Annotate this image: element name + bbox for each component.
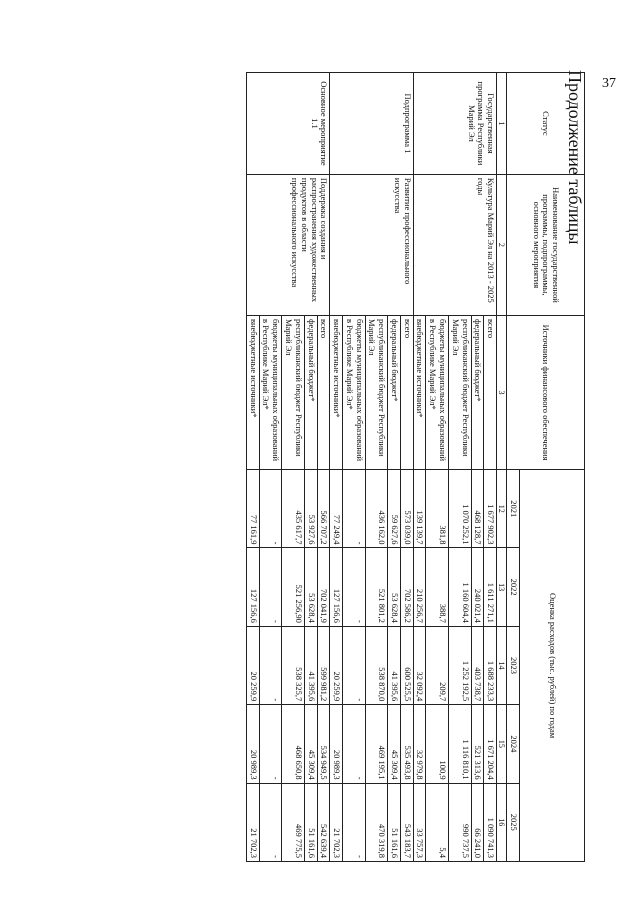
name-cell: Поддержка создания и распространения художественных продуктов в области профессионального искусства [246, 174, 329, 315]
value-cell: - [259, 548, 282, 626]
source-cell: всего [484, 315, 497, 469]
value-cell: 41 395,6 [304, 626, 317, 704]
value-cell: - [259, 783, 282, 861]
table-body [246, 73, 496, 862]
value-cell: 240 021,4 [471, 548, 484, 626]
value-cell: 1 688 233,3 [484, 626, 497, 704]
value-cell: 702 041,9 [317, 548, 330, 626]
value-cell: 538 325,7 [282, 626, 305, 704]
value-cell: 543 183,7 [400, 783, 413, 861]
value-cell: 33 757,3 [413, 783, 426, 861]
value-cell: 990 737,5 [448, 783, 471, 861]
value-cell: 381,8 [426, 470, 449, 548]
value-cell: 436 162,0 [365, 470, 388, 548]
value-cell: 139 139,7 [413, 470, 426, 548]
value-cell: 469 195,1 [365, 705, 388, 783]
value-cell: 21 702,3 [246, 783, 259, 861]
value-cell: 1 677 902,3 [484, 470, 497, 548]
column-index: 1 [497, 73, 507, 175]
column-index: 13 [497, 548, 507, 626]
source-cell: бюджеты муниципальных образований в Республике Марий Эл* [343, 315, 366, 469]
value-cell: 32 979,8 [413, 705, 426, 783]
value-cell: - [343, 548, 366, 626]
column-index: 16 [497, 783, 507, 861]
value-cell: 5,4 [426, 783, 449, 861]
source-cell: всего [317, 315, 330, 469]
status-cell: Государственная программа Республики Марий Эл [413, 73, 496, 175]
source-cell: федеральный бюджет* [304, 315, 317, 469]
column-index: 3 [497, 315, 507, 469]
value-cell: 600 525,5 [400, 626, 413, 704]
value-cell: 468 650,8 [282, 705, 305, 783]
source-cell: внебюджетные источники* [330, 315, 343, 469]
value-cell: 521 801,2 [365, 548, 388, 626]
value-cell: 53 927,6 [304, 470, 317, 548]
value-cell: 388,7 [426, 548, 449, 626]
value-cell: 538 870,0 [365, 626, 388, 704]
value-cell: 59 627,6 [388, 470, 401, 548]
value-cell: 535 493,8 [400, 705, 413, 783]
header-name: Наименование государственной программы, подпрограммы, основного мероприятия [507, 174, 585, 315]
value-cell: 470 319,8 [365, 783, 388, 861]
value-cell: 573 039,0 [400, 470, 413, 548]
value-cell: - [343, 470, 366, 548]
value-cell: 1 160 604,4 [448, 548, 471, 626]
table-row [484, 73, 497, 862]
value-cell: 1 611 271,1 [484, 548, 497, 626]
column-index: 15 [497, 705, 507, 783]
source-cell: всего [400, 315, 413, 469]
column-index: 2 [497, 174, 507, 315]
page-number: 37 [602, 76, 616, 91]
value-cell: 1 090 741,3 [484, 783, 497, 861]
value-cell: 100,9 [426, 705, 449, 783]
value-cell: 21 702,3 [330, 783, 343, 861]
value-cell: 469 775,5 [282, 783, 305, 861]
value-cell: 403 738,7 [471, 626, 484, 704]
value-cell: - [259, 626, 282, 704]
value-cell: 702 586,2 [400, 548, 413, 626]
value-cell: 41 395,6 [388, 626, 401, 704]
value-cell: 20 259,9 [330, 626, 343, 704]
page-heading: Продолжение таблицы [565, 70, 585, 245]
value-cell: 542 639,4 [317, 783, 330, 861]
source-cell: федеральный бюджет* [388, 315, 401, 469]
header-year: 2022 [507, 548, 520, 626]
value-cell: 20 259,9 [246, 626, 259, 704]
value-cell: 1 116 810,1 [448, 705, 471, 783]
value-cell: 534 949,5 [317, 705, 330, 783]
value-cell: 77 249,4 [330, 470, 343, 548]
value-cell: - [343, 783, 366, 861]
value-cell: 66 241,0 [471, 783, 484, 861]
value-cell: 127 156,6 [330, 548, 343, 626]
value-cell: 521 313,6 [471, 705, 484, 783]
source-cell: республиканский бюджет Республики Марий Эл [282, 315, 305, 469]
column-index: 14 [497, 626, 507, 704]
header-source: Источники финансового обеспечения [507, 315, 585, 469]
header-status: Статус [507, 73, 585, 175]
value-cell: 599 981,2 [317, 626, 330, 704]
source-cell: бюджеты муниципальных образований в Республике Марий Эл* [426, 315, 449, 469]
header-year: 2025 [507, 783, 520, 861]
value-cell: - [343, 705, 366, 783]
name-cell: Развитие профессионального искусства [330, 174, 413, 315]
header-year: 2021 [507, 470, 520, 548]
value-cell: - [259, 470, 282, 548]
value-cell: 51 161,6 [388, 783, 401, 861]
value-cell: 1 252 192,5 [448, 626, 471, 704]
value-cell: 468 128,7 [471, 470, 484, 548]
source-cell: внебюджетные источники* [413, 315, 426, 469]
source-cell: республиканский бюджет Республики Марий Эл [448, 315, 471, 469]
source-cell: федеральный бюджет* [471, 315, 484, 469]
budget-table [246, 72, 585, 862]
value-cell: 51 161,6 [304, 783, 317, 861]
rotated-table-container [150, 72, 585, 862]
value-cell: 45 309,4 [388, 705, 401, 783]
name-cell: Культура Марий Эл на 2013 - 2025 годы [413, 174, 496, 315]
header-year: 2023 [507, 626, 520, 704]
value-cell: 32 092,4 [413, 626, 426, 704]
source-cell: республиканский бюджет Республики Марий Эл [365, 315, 388, 469]
value-cell: 566 707,2 [317, 470, 330, 548]
value-cell: 521 256,90 [282, 548, 305, 626]
value-cell: 127 156,6 [246, 548, 259, 626]
value-cell: 53 628,4 [388, 548, 401, 626]
source-cell: внебюджетные источники* [246, 315, 259, 469]
value-cell: 209,7 [426, 626, 449, 704]
value-cell: 1 671 204,4 [484, 705, 497, 783]
value-cell: 435 617,7 [282, 470, 305, 548]
value-cell: 1 070 252,1 [448, 470, 471, 548]
table-row [400, 73, 413, 862]
value-cell: 45 309,4 [304, 705, 317, 783]
status-cell: Подпрограмма 1 [330, 73, 413, 175]
source-cell: бюджеты муниципальных образований в Республике Марий Эл* [259, 315, 282, 469]
header-estimate-group: Оценка расходов (тыс. рублей) по годам [520, 470, 585, 862]
status-cell: Основное мероприятие 1.1 [246, 73, 329, 175]
value-cell: 20 989,3 [246, 705, 259, 783]
column-index: 12 [497, 470, 507, 548]
value-cell: - [259, 705, 282, 783]
table-row [317, 73, 330, 862]
value-cell: - [343, 626, 366, 704]
header-year: 2024 [507, 705, 520, 783]
value-cell: 210 256,7 [413, 548, 426, 626]
value-cell: 20 989,3 [330, 705, 343, 783]
value-cell: 53 628,4 [304, 548, 317, 626]
value-cell: 77 161,9 [246, 470, 259, 548]
